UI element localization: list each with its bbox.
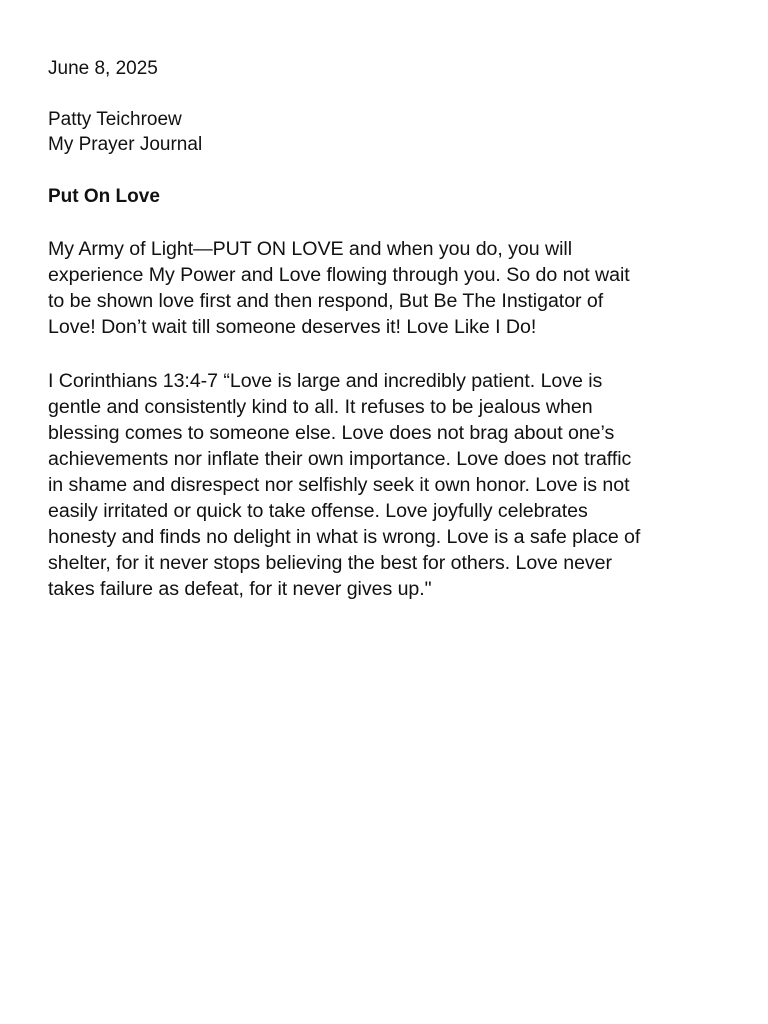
paragraph-line: honesty and finds no delight in what is wrong. Love is a safe place of <box>48 526 641 548</box>
entry-date: June 8, 2025 <box>48 58 158 79</box>
author-name: Patty Teichroew <box>48 109 182 130</box>
journal-name: My Prayer Journal <box>48 134 203 155</box>
scripture-paragraph <box>48 368 640 602</box>
paragraph-line: in shame and disrespect nor selfishly seek it own honor. Love is not <box>48 474 630 496</box>
paragraph-line: shelter, for it never stops believing the best for others. Love never <box>48 552 612 574</box>
entry-title: Put On Love <box>48 186 160 207</box>
paragraph-line: gentle and consistently kind to all. It refuses to be jealous when <box>48 396 593 418</box>
paragraph-line: takes failure as defeat, for it never gives up." <box>48 578 432 600</box>
paragraph-line: easily irritated or quick to take offense. Love joyfully celebrates <box>48 500 588 522</box>
paragraph-line: My Army of Light—PUT ON LOVE and when you do, you will <box>48 238 573 260</box>
paragraph-line: I Corinthians 13:4-7 “Love is large and incredibly patient. Love is <box>48 370 603 392</box>
paragraph-line: to be shown love first and then respond, But Be The Instigator of <box>48 290 604 312</box>
paragraph-line: experience My Power and Love flowing through you. So do not wait <box>48 264 630 286</box>
paragraph-line: Love! Don’t wait till someone deserves it! Love Like I Do! <box>48 316 537 338</box>
message-paragraph <box>48 236 630 340</box>
paragraph-line: blessing comes to someone else. Love does not brag about one’s <box>48 422 615 444</box>
paragraph-line: achievements nor inflate their own importance. Love does not traffic <box>48 448 632 470</box>
